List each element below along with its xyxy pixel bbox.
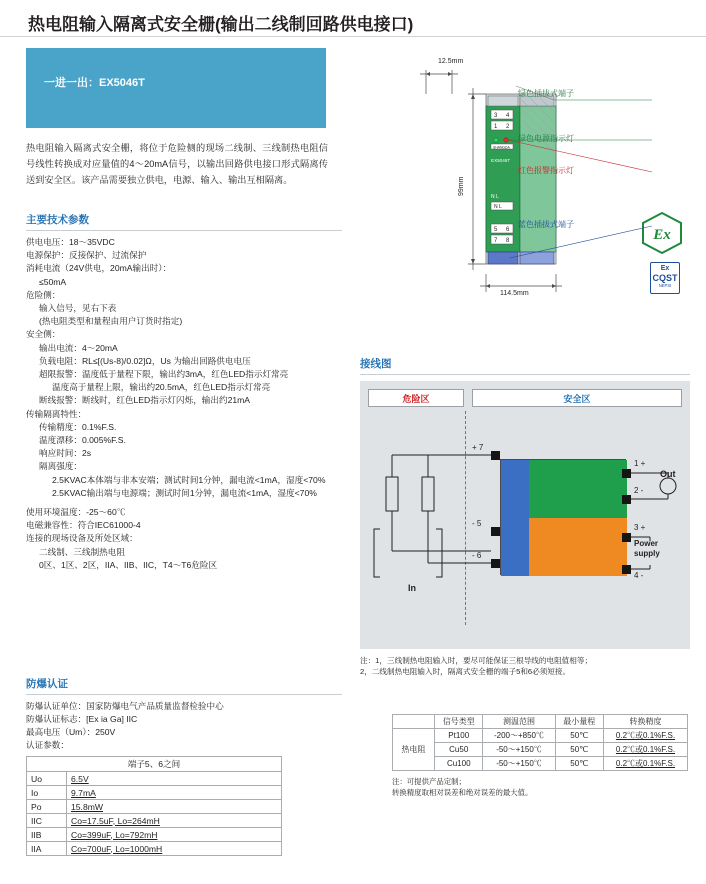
pin-label-6: - 6 — [472, 551, 482, 560]
in-label: In — [408, 583, 416, 593]
ex-cert-table-span-header: 端子5、6之间 — [27, 757, 282, 772]
ex-cert-heading: 防爆认证 — [26, 678, 68, 690]
svg-text:4: 4 — [506, 113, 510, 119]
spec-line: 传输隔离特性： — [26, 408, 87, 419]
table-row — [393, 757, 688, 771]
svg-text:N L: N L — [494, 204, 502, 210]
svg-text:1: 1 — [494, 124, 498, 130]
ex-cert-param-name: IIA — [27, 842, 67, 856]
spec-line: 2.5KVAC输出端与电源端；测试时间1分钟，漏电流<1mA，湿度<70% — [52, 487, 317, 498]
dimension-bottom: 114.5mm — [500, 290, 529, 297]
signal-table-section — [392, 714, 688, 798]
module-signal-block — [529, 460, 627, 518]
spec-line: 安全侧： — [26, 329, 61, 340]
module-input-block — [501, 460, 529, 576]
table-row — [393, 743, 688, 757]
ex-cert-param-name: IIC — [27, 814, 67, 828]
spec-line: 负载电阻：RL≤[(Us-8)/0.02]Ω，Us 为输出回路供电电压 — [39, 355, 251, 366]
zone-safe-label: 安全区 — [472, 389, 682, 407]
signal-table-group-label: 热电阻 — [393, 729, 435, 771]
ex-cert-param-value: Co=17.5uF, Lo=264mH — [67, 814, 282, 828]
spec-line: 供电电压：18～35VDC — [26, 237, 115, 247]
signal-table-type: Cu50 — [435, 743, 483, 757]
ex-cert-param-value: Co=700uF, Lo=1000mH — [67, 842, 282, 856]
spec-line: 0区、1区、2区，IIA、IIB、IIC，T4～T6危险区 — [39, 559, 218, 570]
svg-text:8: 8 — [506, 238, 510, 244]
ex-cert-divider — [26, 694, 342, 695]
spec-line: 电磁兼容性：符合IEC61000-4 — [26, 520, 141, 531]
spec-line: 超限报警：温度低于量程下限，输出约3mA，红色LED指示灯常亮 — [39, 369, 289, 380]
spec-line: 断线报警：断线时，红色LED指示灯闪烁，输出约21mA — [39, 395, 251, 406]
ex-cert-param-name: Po — [27, 800, 67, 814]
specs-divider — [26, 230, 342, 231]
signal-table-min-span: 50℃ — [555, 743, 603, 757]
dimension-left: 99mm — [458, 176, 465, 196]
ex-cert-param-name: Uo — [27, 772, 67, 786]
wiring-note-2: 2，二线制热电阻输入时，隔离式安全栅的端子5和6必须短接。 — [360, 667, 571, 676]
ex-cert-param-name: IIB — [27, 828, 67, 842]
terminal-right-3 — [622, 533, 631, 542]
ex-cert-param-value: 9.7mA — [67, 786, 282, 800]
ex-certification-section — [26, 676, 342, 856]
signal-table-range: -50～+150℃ — [483, 743, 555, 757]
table-row — [393, 729, 688, 743]
terminal-right-4 — [622, 565, 631, 574]
table-row — [27, 786, 282, 800]
signal-table-range: -200～+850℃ — [483, 729, 555, 743]
svg-text:2: 2 — [506, 124, 510, 130]
callout-green-power-led: 绿色电源指示灯 — [518, 134, 574, 143]
signal-table-col-header: 最小量程 — [555, 715, 603, 729]
wiring-section — [360, 356, 690, 677]
spec-line: 危险侧： — [26, 289, 61, 300]
spec-line: 温度高于量程上限，输出约20.5mA，红色LED指示灯常亮 — [52, 382, 271, 393]
ex-cert-param-name: Io — [27, 786, 67, 800]
spec-line: 二线制、三线制热电阻 — [39, 546, 125, 557]
wiring-diagram — [360, 381, 690, 649]
cqst-line1: Ex — [660, 265, 670, 272]
wiring-note-1: 注：1，三线制热电阻输入时，要尽可能保证三根导线的电阻值相等； — [360, 656, 593, 665]
signal-table-notes — [392, 776, 688, 798]
callout-blue-terminal: 蓝色插拔式端子 — [518, 220, 574, 229]
specs-list — [26, 236, 342, 572]
spec-line: 2.5KVAC本体端与非本安端；测试时间1分钟，漏电流<1mA，湿度<70% — [52, 474, 326, 485]
signal-spec-table — [392, 714, 688, 771]
svg-text:SHANGDA: SHANGDA — [493, 145, 510, 150]
spec-line: 隔离强度： — [39, 461, 82, 472]
callout-green-terminal: 绿色插拔式端子 — [518, 89, 574, 98]
svg-text:Ex: Ex — [653, 227, 671, 243]
pin-label-3: 3 + — [634, 523, 646, 532]
zone-danger-label: 危险区 — [368, 389, 464, 407]
svg-text:N L: N L — [491, 194, 499, 200]
signal-table-type: Pt100 — [435, 729, 483, 743]
ex-cert-line: 防爆认证标志：[Ex ia Ga] IIC — [26, 714, 138, 724]
table-row — [27, 772, 282, 786]
spec-line: 使用环境温度：-25～60℃ — [26, 507, 126, 518]
ex-cert-param-value: Co=399uF, Lo=792mH — [67, 828, 282, 842]
ex-cert-lines — [26, 700, 342, 752]
signal-table-accuracy: 0.2℃或0.1%F.S. — [603, 729, 687, 743]
terminal-right-2 — [622, 495, 631, 504]
callout-red-alarm-led: 红色报警指示灯 — [518, 166, 574, 175]
terminal-left-7 — [491, 451, 500, 460]
spec-line: 响应时间：2s — [39, 448, 92, 459]
terminal-left-5 — [491, 527, 500, 536]
ex-cert-param-value: 15.8mW — [67, 800, 282, 814]
signal-table-accuracy: 0.2℃或0.1%F.S. — [603, 757, 687, 771]
signal-table-min-span: 50℃ — [555, 729, 603, 743]
signal-table-header-row — [393, 715, 688, 729]
terminal-left-6 — [491, 559, 500, 568]
product-intro: 热电阻输入隔离式安全栅，将位于危险侧的现场二线制、三线制热电阻信号线性转换成对应量值的4～20mA信号，以输出回路供电接口形式隔离传送到安全区。该产品需要独立供电，电源、输入、输出互相隔离。 — [26, 143, 328, 185]
wiring-divider — [360, 374, 690, 375]
power-supply-label-line1: Power — [634, 539, 659, 548]
ex-cert-line: 防爆认证单位：国家防爆电气产品质量监督检验中心 — [26, 701, 224, 711]
product-banner — [26, 48, 326, 128]
pin-label-1: 1 + — [634, 459, 646, 468]
signal-table-col-header: 转换精度 — [603, 715, 687, 729]
signal-table-accuracy: 0.2℃或0.1%F.S. — [603, 743, 687, 757]
spec-line: (热电阻类型和量程由用户订货时指定) — [39, 316, 183, 327]
pin-label-5: - 5 — [472, 519, 482, 528]
signal-table-type: Cu100 — [435, 757, 483, 771]
signal-table-col-header — [393, 715, 435, 729]
module-power-block — [529, 518, 627, 576]
spec-line: 输入信号，见右下表 — [39, 303, 117, 314]
svg-text:EX5046T: EX5046T — [491, 158, 511, 163]
table-row — [27, 814, 282, 828]
table-row — [27, 800, 282, 814]
pin-label-4: 4 - — [634, 571, 644, 580]
ex-cert-table — [26, 756, 282, 856]
specs-section — [26, 212, 342, 572]
spec-line: ≤50mA — [39, 276, 67, 287]
wiring-heading: 接线图 — [360, 358, 392, 370]
pin-label-7: + 7 — [472, 443, 484, 452]
ex-cert-line: 认证参数： — [26, 740, 69, 750]
pin-label-2: 2 - — [634, 486, 644, 495]
wiring-notes — [360, 655, 690, 677]
signal-table-min-span: 50℃ — [555, 757, 603, 771]
svg-text:3: 3 — [494, 113, 498, 119]
table-row — [27, 757, 282, 772]
svg-text:7: 7 — [494, 238, 498, 244]
spec-line: 消耗电流（24V供电，20mA输出时）： — [26, 263, 172, 274]
signal-table-range: -50～+150℃ — [483, 757, 555, 771]
page-title: 热电阻输入隔离式安全栅(输出二线制回路供电接口) — [28, 15, 414, 34]
isolator-module-symbol — [500, 459, 626, 575]
signal-note-2: 转换精度取相对误差和绝对误差的最大值。 — [392, 788, 533, 797]
svg-text:5: 5 — [494, 227, 498, 233]
cqst-line2: CQST — [652, 273, 678, 283]
signal-table-col-header: 测温范围 — [483, 715, 555, 729]
out-label: Out — [660, 469, 676, 479]
spec-line: 电源保护：反接保护、过流保护 — [26, 250, 147, 261]
ex-cert-param-value: 6.5V — [67, 772, 282, 786]
spec-line: 连接的现场设备及所处区域： — [26, 533, 138, 544]
terminal-right-1 — [622, 469, 631, 478]
spec-line: 传输精度：0.1%F.S. — [39, 421, 117, 432]
dimension-top: 12.5mm — [438, 58, 464, 65]
spec-line: 输出电流：4～20mA — [39, 342, 118, 353]
signal-table-col-header: 信号类型 — [435, 715, 483, 729]
signal-note-1: 注：可提供产品定制； — [392, 777, 466, 786]
svg-text:6: 6 — [506, 227, 510, 233]
title-divider — [0, 36, 706, 37]
table-row — [27, 828, 282, 842]
cqst-line3: NEPSI — [658, 283, 672, 288]
device-drawing — [360, 48, 690, 348]
power-supply-label-line2: supply — [634, 549, 660, 558]
specs-heading: 主要技术参数 — [26, 214, 89, 226]
ex-cert-line: 最高电压（Um）：250V — [26, 727, 116, 737]
table-row — [27, 842, 282, 856]
product-model-label: 一进一出：EX5046T — [44, 77, 145, 89]
spec-line: 温度漂移：0.005%F.S. — [39, 435, 126, 446]
